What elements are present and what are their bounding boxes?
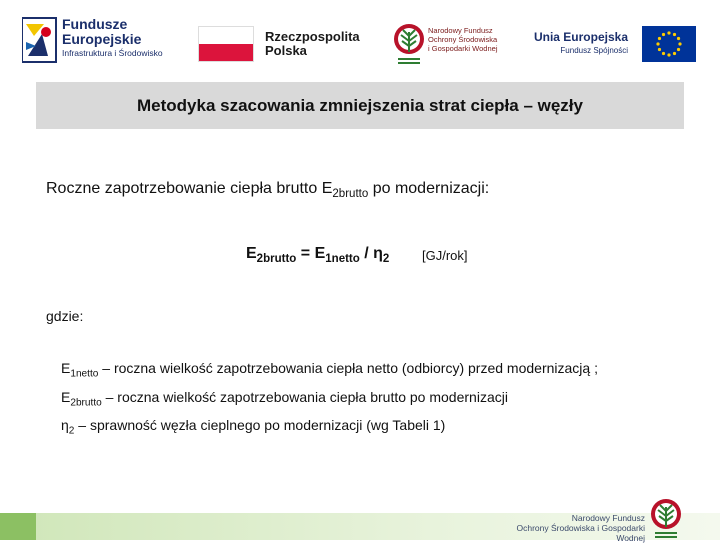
unia-europejska-text: [533, 30, 628, 55]
fundusze-europejskie-logo-icon: [22, 16, 58, 64]
definition-item: [61, 414, 598, 443]
ue-line1: Unia Europejska: [533, 30, 628, 44]
lead-text: Roczne zapotrzebowanie ciepła brutto E: [46, 180, 333, 197]
lead-sub: 2brutto: [332, 188, 369, 201]
definition-text: – roczna wielkość zapotrzebowania ciepła netto (odbiorcy) przed modernizacją ;: [98, 360, 598, 376]
eu-star-icon: [656, 42, 659, 45]
definition-text: – roczna wielkość zapotrzebowania ciepła brutto po modernizacji: [101, 388, 508, 405]
eu-star-icon: [677, 48, 680, 51]
slide-title-box: [36, 82, 684, 129]
nf-line3: i Gospodarki Wodnej: [428, 44, 498, 53]
eu-star-icon: [667, 53, 670, 56]
eu-flag-icon: [642, 26, 696, 62]
nfosigw-tree-logo-icon: [392, 22, 426, 66]
footer-nfosigw-text: [490, 514, 645, 543]
fe-line3: Infrastruktura i Środowisko: [62, 48, 163, 59]
eu-star-icon: [658, 48, 661, 51]
definition-item: [61, 357, 598, 386]
definition-item: [61, 386, 598, 415]
formula-lhs-sub: 2brutto: [256, 253, 297, 266]
formula-div: / η: [359, 245, 383, 262]
definition-sub: 1netto: [70, 368, 99, 380]
fundusze-europejskie-text: [62, 17, 163, 58]
eu-star-icon: [673, 33, 676, 36]
definition-text: – sprawność węzła cieplnego po modernizacji (wg Tabeli 1): [74, 417, 446, 434]
nf-line2: Ochrony Środowiska: [428, 35, 498, 44]
formula-lhs: E: [246, 245, 257, 262]
nf-line1: Narodowy Fundusz: [428, 26, 493, 35]
eu-star-icon: [662, 33, 665, 36]
fe-line1: Fundusze: [62, 16, 128, 32]
formula-eq: = E: [296, 245, 326, 262]
definitions-list: [61, 357, 598, 443]
logo-bar: [0, 0, 720, 78]
nfosigw-text: [428, 26, 497, 53]
fe-line2: Europejskie: [62, 30, 142, 47]
footer-line2: Ochrony Środowiska i Gospodarki Wodnej: [516, 522, 645, 543]
pl-line1: Rzeczpospolita: [265, 29, 360, 44]
gdzie-label: gdzie:: [46, 308, 84, 324]
eu-star-icon: [678, 42, 681, 45]
formula-div-sub: 2: [382, 253, 390, 266]
lead-sentence: [46, 180, 489, 200]
eu-star-icon: [673, 52, 676, 55]
ue-line2: Fundusz Spójności: [560, 46, 628, 55]
footer-line1: Narodowy Fundusz: [571, 513, 645, 523]
definition-symbol: η: [61, 417, 69, 434]
eu-star-icon: [667, 31, 670, 34]
lead-tail: po modernizacji:: [368, 180, 490, 197]
definition-sub: 2brutto: [70, 397, 102, 409]
polish-flag-icon: [198, 26, 254, 62]
eu-star-icon: [658, 37, 661, 40]
footer-accent: [0, 513, 36, 540]
definition-symbol: E: [61, 360, 71, 376]
formula-rhs-sub: 1netto: [325, 253, 360, 266]
eu-star-icon: [677, 37, 680, 40]
pl-line2: Polska: [265, 42, 307, 58]
definition-sub: 2: [68, 425, 75, 437]
definition-symbol: E: [61, 388, 71, 405]
rzeczpospolita-polska-text: [265, 30, 360, 57]
eu-star-icon: [662, 52, 665, 55]
footer-nfosigw-logo-icon: [648, 496, 684, 540]
formula-unit: [GJ/rok]: [422, 248, 468, 263]
formula: [246, 245, 389, 265]
slide-title: Metodyka szacowania zmniejszenia strat ciepła – węzły: [137, 95, 583, 115]
